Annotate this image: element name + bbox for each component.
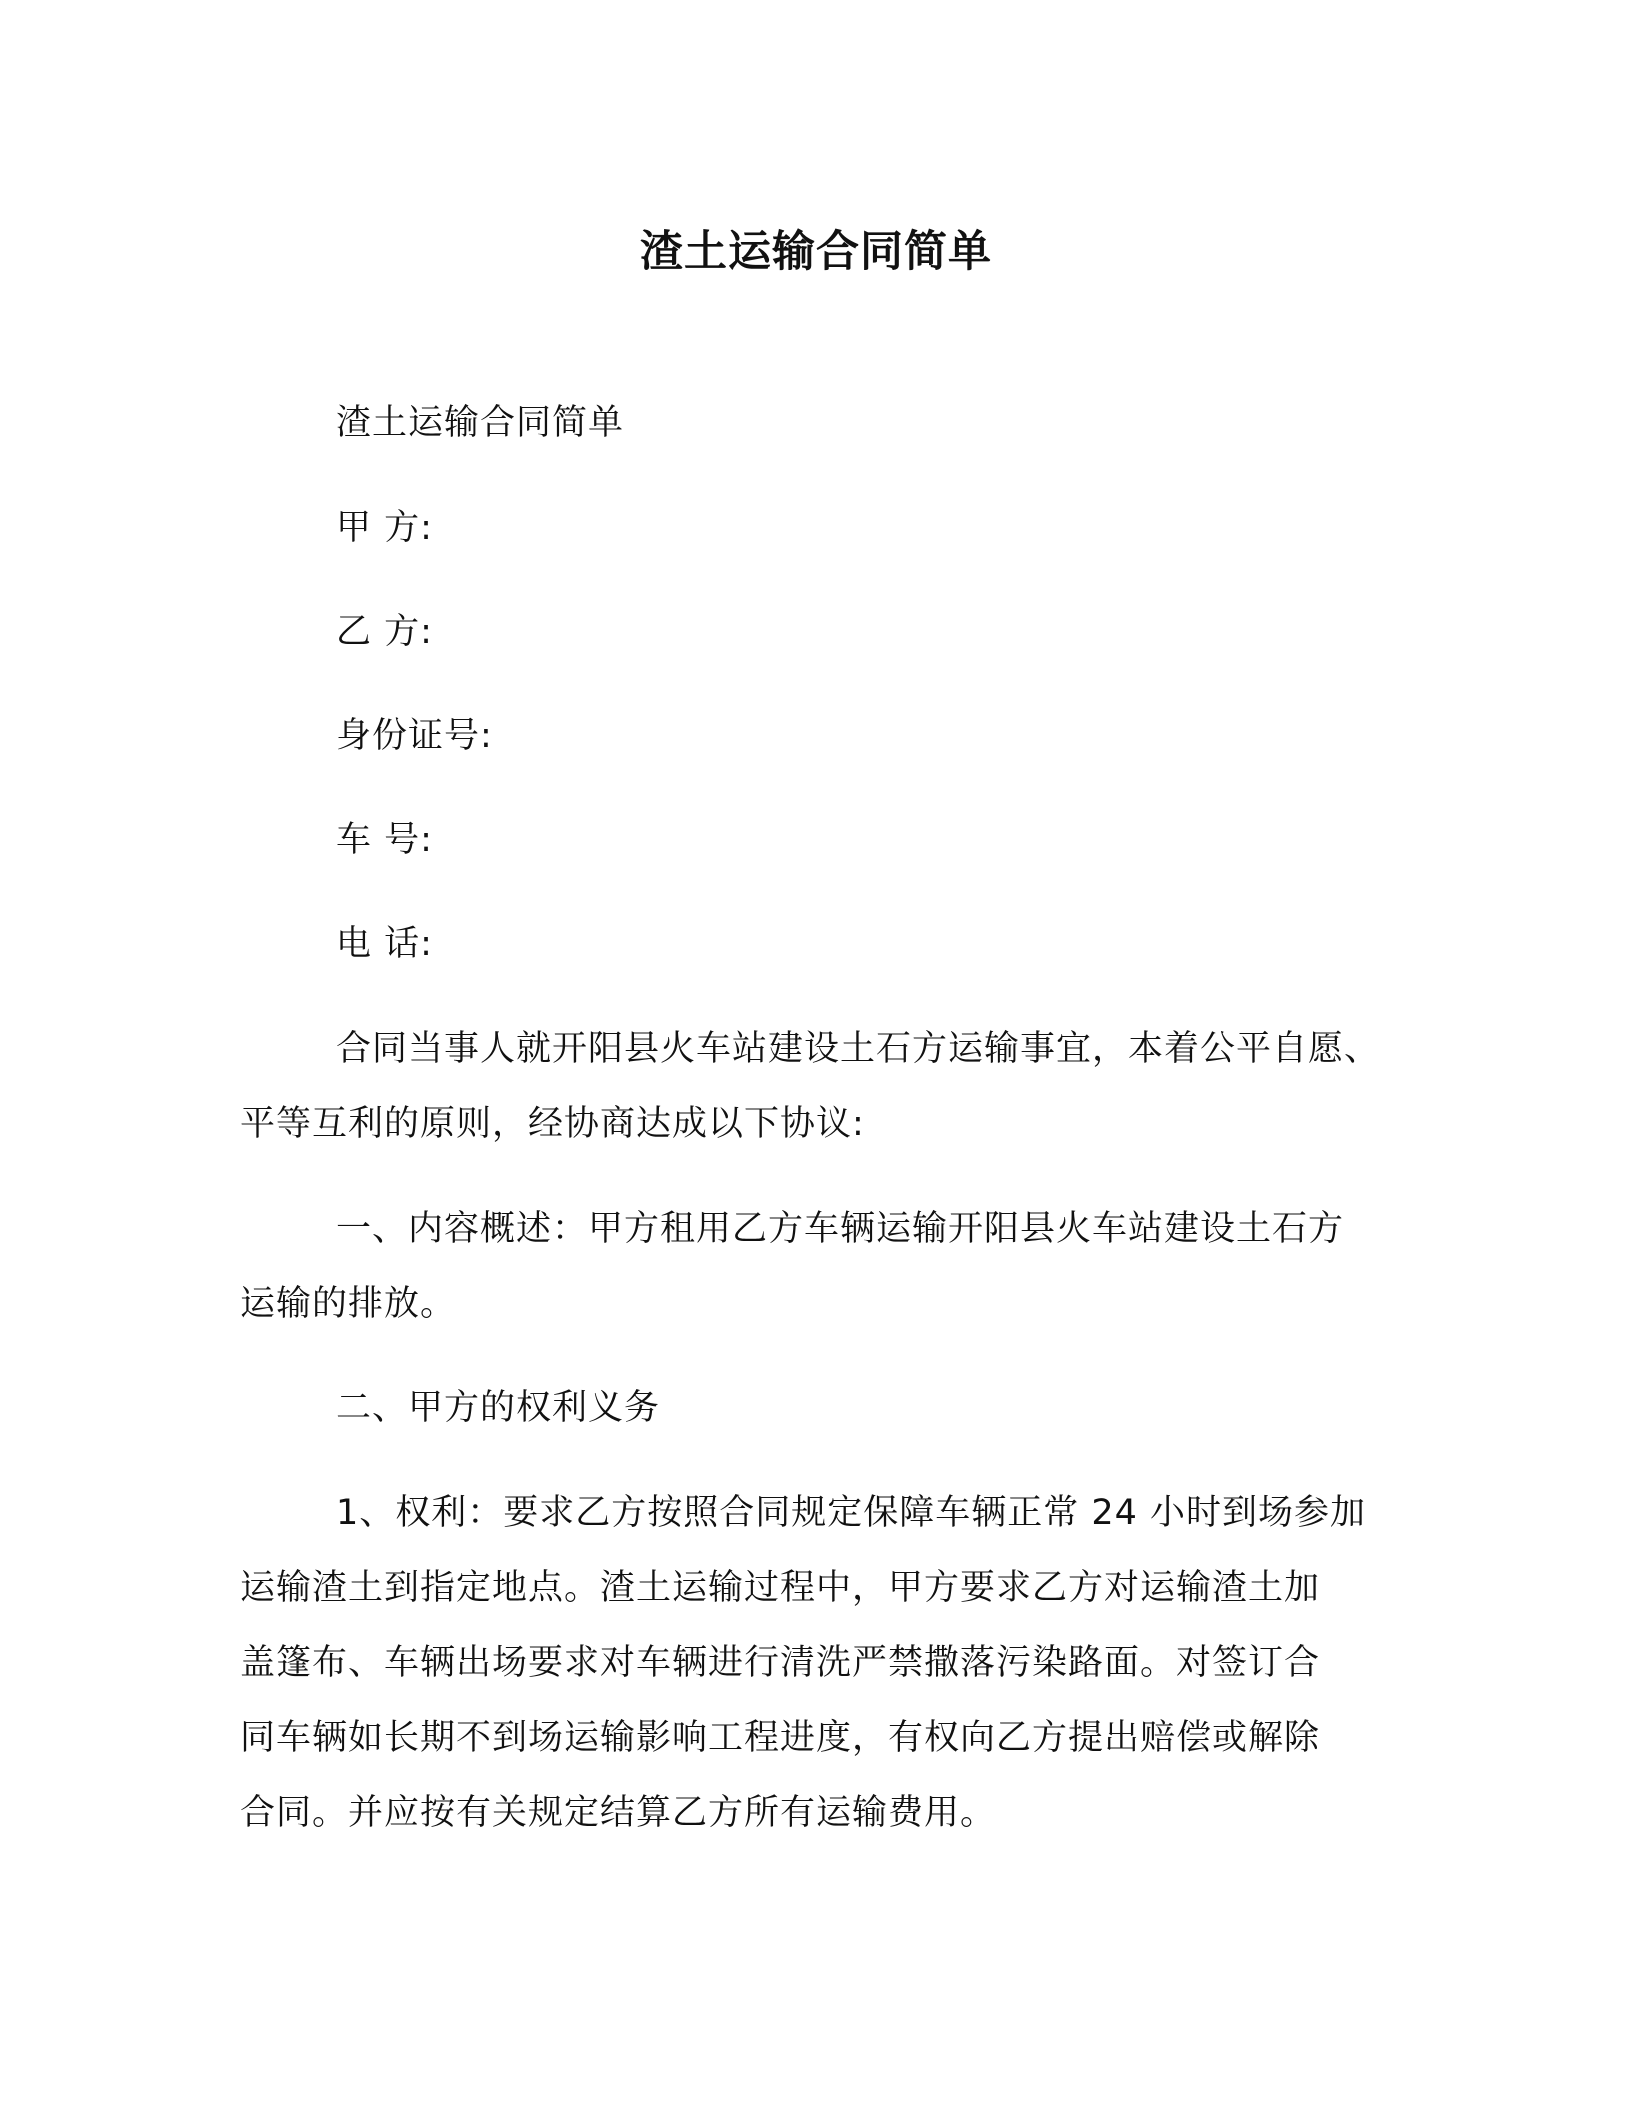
paragraph-intro-line-1: 合同当事人就开阳县火车站建设土石方运输事宜，本着公平自愿、 <box>336 1029 1381 1069</box>
vehicle-number-line: 车 号: <box>336 820 433 860</box>
party-a-line: 甲 方: <box>336 508 433 548</box>
phone-line: 电 话: <box>336 924 433 964</box>
rights-line-2: 运输渣土到指定地点。渣土运输过程中，甲方要求乙方对运输渣土加 <box>240 1568 1321 1608</box>
id-number-line: 身份证号: <box>336 716 493 756</box>
paragraph-intro-line-2: 平等互利的原则，经协商达成以下协议: <box>240 1104 865 1144</box>
section-1-line-1: 一、内容概述：甲方租用乙方车辆运输开阳县火车站建设土石方 <box>336 1209 1345 1249</box>
party-b-line: 乙 方: <box>336 612 433 652</box>
section-1-line-2: 运输的排放。 <box>240 1284 457 1324</box>
rights-line-1: 1、权利：要求乙方按照合同规定保障车辆正常 24 小时到场参加 <box>336 1493 1367 1533</box>
rights-line-5: 合同。并应按有关规定结算乙方所有运输费用。 <box>240 1793 997 1833</box>
rights-line-3: 盖篷布、车辆出场要求对车辆进行清洗严禁撒落污染路面。对签订合 <box>240 1643 1321 1683</box>
rights-line-4: 同车辆如长期不到场运输影响工程进度，有权向乙方提出赔偿或解除 <box>240 1718 1321 1758</box>
section-2-heading: 二、甲方的权利义务 <box>336 1388 661 1428</box>
document-title: 渣土运输合同简单 <box>640 227 992 277</box>
subtitle-line: 渣土运输合同简单 <box>336 403 625 443</box>
